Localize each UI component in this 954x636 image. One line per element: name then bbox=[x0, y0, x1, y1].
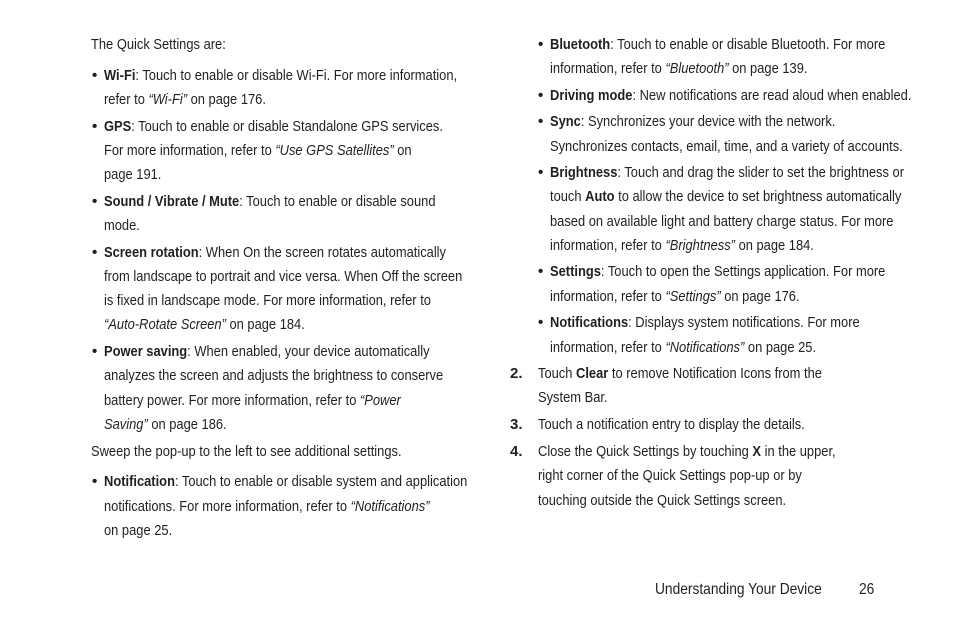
step-text: System Bar. bbox=[538, 389, 608, 406]
bullet-notifications bbox=[538, 311, 910, 336]
bullet-text: : Touch to enable or disable sound bbox=[239, 193, 436, 210]
step-text: Touch a notification entry to display the details. bbox=[538, 416, 805, 433]
intro-text: The Quick Settings are: bbox=[91, 36, 226, 53]
bullet-dot: • bbox=[92, 193, 98, 210]
bullet-text: on page 184. bbox=[734, 237, 814, 254]
bullet-notifications-line2 bbox=[550, 336, 859, 361]
bullet-text: page 191. bbox=[104, 166, 162, 183]
x-term: X bbox=[752, 443, 762, 460]
bullet-settings-line2 bbox=[550, 285, 840, 310]
bullet-term: Notifications bbox=[550, 314, 629, 331]
bullet-dot: • bbox=[92, 118, 98, 135]
bullet-power-saving bbox=[92, 340, 483, 365]
bullet-bluetooth-line2 bbox=[550, 57, 849, 82]
bullet-text: : Displays system notifications. For more bbox=[628, 314, 860, 331]
cross-reference-link[interactable]: “Brightness” bbox=[665, 237, 735, 254]
bullet-wifi-line2 bbox=[104, 88, 292, 113]
bullet-bluetooth bbox=[538, 33, 940, 58]
cross-reference-link[interactable]: “Bluetooth” bbox=[665, 60, 729, 77]
bullet-sound bbox=[92, 190, 489, 215]
bullet-settings bbox=[538, 260, 940, 285]
bullet-text: analyzes the screen and adjusts the brightness to conserve bbox=[104, 367, 444, 384]
bullet-notification bbox=[92, 470, 526, 495]
bullet-text: information, refer to bbox=[550, 339, 666, 356]
bullet-term: Driving mode bbox=[550, 87, 633, 104]
bullet-brightness-line4 bbox=[550, 234, 857, 259]
bullet-term: Brightness bbox=[550, 164, 618, 181]
bullet-text: information, refer to bbox=[550, 237, 666, 254]
footer-section-title: Understanding Your Device bbox=[655, 581, 822, 598]
bullet-gps bbox=[92, 115, 498, 140]
bullet-power-saving-line4 bbox=[104, 413, 247, 438]
bullet-text: from landscape to portrait and vice versa. When Off the screen bbox=[104, 268, 463, 285]
bullet-screen-rotation bbox=[92, 241, 502, 266]
bullet-text: : Touch to open the Settings application. For more bbox=[600, 263, 886, 280]
bullet-text: on page 184. bbox=[225, 316, 305, 333]
bullet-dot: • bbox=[538, 87, 544, 104]
bullet-text: Standalone GPS services bbox=[292, 118, 440, 135]
bullet-text: on page 139. bbox=[728, 60, 808, 77]
cross-reference-link[interactable]: “Auto-Rotate Screen” bbox=[104, 316, 226, 333]
bullet-text: on page 25. bbox=[104, 522, 173, 539]
bullet-text: touch bbox=[550, 188, 586, 205]
bullet-text: : When enabled, your device automatically bbox=[187, 343, 430, 360]
bullet-text: information, refer to bbox=[550, 288, 666, 305]
bullet-driving-mode bbox=[538, 84, 954, 109]
cross-reference-link[interactable]: Saving” bbox=[104, 416, 148, 433]
bullet-term: Sync bbox=[550, 113, 581, 130]
step-number: 2. bbox=[510, 365, 523, 382]
step-text: touching outside the Quick Settings screen. bbox=[538, 492, 787, 509]
bullet-dot: • bbox=[538, 314, 544, 331]
bullet-power-saving-line3 bbox=[104, 389, 449, 414]
bullet-text: based on available light and battery charge status. For more bbox=[550, 213, 894, 230]
page-number: 26 bbox=[859, 581, 875, 598]
bullet-text: on bbox=[393, 142, 412, 159]
bullet-text: : Touch and drag the slider to set the brightness or bbox=[617, 164, 904, 181]
step-3 bbox=[510, 413, 848, 437]
step-4-line2 bbox=[538, 464, 845, 488]
bullet-text: refer to bbox=[104, 91, 149, 108]
bullet-gps-line2 bbox=[104, 139, 462, 164]
bullet-notification-line2 bbox=[104, 495, 482, 520]
step-text: Touch bbox=[538, 365, 577, 382]
bullet-sound-line2 bbox=[104, 214, 146, 239]
bullet-text: on page 186. bbox=[147, 416, 227, 433]
bullet-notification-line3 bbox=[104, 519, 183, 544]
step-2 bbox=[510, 362, 868, 386]
cross-reference-link[interactable]: “Notifications” bbox=[665, 339, 745, 356]
bullet-text: For more information, refer to bbox=[104, 142, 276, 159]
bullet-text: is fixed in landscape mode. For more information, refer to bbox=[104, 292, 431, 309]
bullet-text: on page 176. bbox=[187, 91, 266, 108]
cross-reference-link[interactable]: “Notifications” bbox=[350, 498, 430, 515]
cross-reference-link[interactable]: “Settings” bbox=[665, 288, 721, 305]
bullet-term: Bluetooth bbox=[550, 36, 611, 53]
bullet-text: : Touch to enable or disable Bluetooth. For more bbox=[610, 36, 886, 53]
bullet-brightness bbox=[538, 161, 954, 186]
bullet-text: on page 176. bbox=[720, 288, 800, 305]
bullet-text: mode. bbox=[104, 217, 140, 234]
bullet-dot: • bbox=[538, 263, 544, 280]
bullet-brightness-line3 bbox=[550, 210, 949, 235]
bullet-brightness-line2 bbox=[550, 185, 954, 210]
bullet-term: Notification bbox=[104, 473, 175, 490]
step-number: 4. bbox=[510, 443, 523, 460]
bullet-dot: • bbox=[538, 36, 544, 53]
bullet-screen-rotation-line3 bbox=[104, 289, 484, 314]
bullet-text: Synchronizes contacts, email, time, and a variety of accounts. bbox=[550, 138, 903, 155]
bullet-text: battery power. For more information, refer to bbox=[104, 392, 360, 409]
bullet-dot: • bbox=[538, 164, 544, 181]
sweep-instruction: Sweep the pop-up to the left to see additional settings. bbox=[91, 443, 402, 460]
step-4 bbox=[510, 440, 884, 464]
bullet-sync-line2 bbox=[550, 135, 954, 160]
bullet-text: on page 25. bbox=[744, 339, 817, 356]
bullet-screen-rotation-line4 bbox=[104, 313, 338, 338]
bullet-sync bbox=[538, 110, 882, 135]
bullet-screen-rotation-line2 bbox=[104, 265, 521, 290]
bullet-dot: • bbox=[92, 473, 98, 490]
step-2-line2 bbox=[538, 386, 619, 410]
bullet-text: information, refer to bbox=[550, 60, 666, 77]
cross-reference-link[interactable]: “Power bbox=[359, 392, 401, 409]
bullet-term: Sound / Vibrate / Mute bbox=[104, 193, 240, 210]
bullet-wifi bbox=[92, 64, 515, 89]
step-text: in the upper, bbox=[761, 443, 836, 460]
bullet-text: notifications. For more information, refer to bbox=[104, 498, 351, 515]
bullet-text: : Touch to enable or disable bbox=[131, 118, 293, 135]
bullet-gps-line3 bbox=[104, 163, 171, 188]
bullet-dot: • bbox=[92, 244, 98, 261]
bullet-term: Power saving bbox=[104, 343, 188, 360]
step-text: Close the Quick Settings by touching bbox=[538, 443, 753, 460]
step-number: 3. bbox=[510, 416, 523, 433]
bullet-dot: • bbox=[538, 113, 544, 130]
step-4-line3 bbox=[538, 489, 827, 513]
bullet-term: Screen rotation bbox=[104, 244, 199, 261]
bullet-text: : Touch to enable or disable system and application bbox=[174, 473, 468, 490]
bullet-dot: • bbox=[92, 67, 98, 84]
bullet-term: GPS bbox=[104, 118, 132, 135]
bullet-text: to allow the device to set brightness automatically bbox=[614, 188, 902, 205]
bullet-text: : New notifications are read aloud when enabled. bbox=[632, 87, 912, 104]
bullet-text: . bbox=[439, 118, 443, 135]
bullet-term: Wi-Fi bbox=[104, 67, 136, 84]
clear-term: Clear bbox=[576, 365, 609, 382]
cross-reference-link[interactable]: “Use GPS Satellites” bbox=[275, 142, 394, 159]
step-text: to remove Notification Icons from the bbox=[608, 365, 822, 382]
bullet-text: : Touch to enable or disable Wi-Fi. For more information, bbox=[135, 67, 458, 84]
auto-term: Auto bbox=[585, 188, 615, 205]
bullet-text: : When On the screen rotates automatically bbox=[198, 244, 446, 261]
bullet-term: Settings bbox=[550, 263, 601, 280]
step-text: right corner of the Quick Settings pop-up or by bbox=[538, 467, 802, 484]
bullet-dot: • bbox=[92, 343, 98, 360]
bullet-power-saving-line2 bbox=[104, 364, 498, 389]
cross-reference-link[interactable]: “Wi-Fi” bbox=[148, 91, 188, 108]
bullet-text: : Synchronizes your device with the network. bbox=[580, 113, 836, 130]
